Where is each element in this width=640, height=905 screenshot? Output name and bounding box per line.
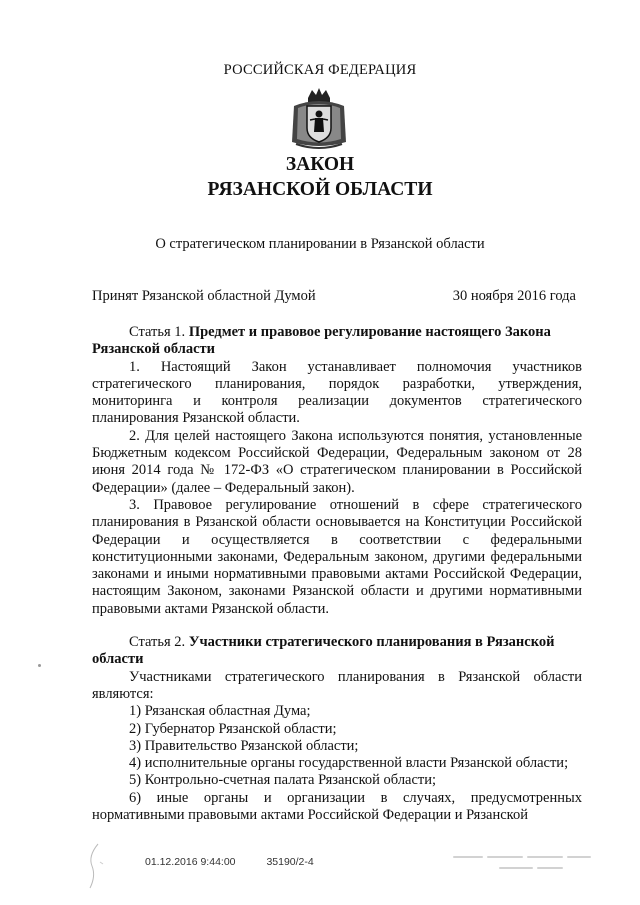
- law-title-line1: ЗАКОН: [285, 154, 355, 175]
- article-2-heading: [92, 634, 582, 669]
- list-item: 1) Рязанская областная Дума;: [129, 703, 311, 720]
- article-1-paragraph: 2. Для целей настоящего Закона используются понятия, установленные Бюджетным кодексом Российской Федерации, Федеральным законом от 28 июня 2014 года № 172-ФЗ «О стратегическом планировании в Российской Федерации» (далее – Федеральный закон).: [92, 427, 582, 496]
- footer-stamp: [145, 856, 342, 868]
- footer-timestamp: 01.12.2016 9:44:00: [145, 856, 236, 868]
- article-2-intro: Участниками стратегического планирования в Рязанской области являются:: [92, 668, 582, 702]
- article-1-heading: [92, 324, 582, 359]
- country-heading: РОССИЙСКАЯ ФЕДЕРАЦИЯ: [223, 62, 417, 78]
- adopted-by: Принят Рязанской областной Думой: [92, 288, 316, 304]
- scan-speck: [38, 664, 41, 667]
- list-item: 4) исполнительные органы государственной власти Рязанской области;: [129, 755, 569, 772]
- article-1-paragraph: 3. Правовое регулирование отношений в сфере стратегического планирования в Рязанской области основывается на Конституции Российской Федерации и осуществляется в соответствии с федеральными конституционными законами, Федеральным законом, другими федеральными законами и иными нормативными правовыми актами Российской Федерации, настоящим Законом, законами Рязанской области и другими нормативными правовыми актами Рязанской области.: [92, 496, 582, 617]
- list-item: 2) Губернатор Рязанской области;: [129, 720, 337, 737]
- margin-scribble-icon: [84, 842, 106, 890]
- article-number: Статья 1.: [129, 324, 186, 340]
- coat-of-arms-icon: [286, 84, 352, 152]
- article-1-paragraph: 1. Настоящий Закон устанавливает полномочия участников стратегического планирования, порядок разработки, утверждения, мониторинга и контроля реализации документов стратегического планирования Рязанской области.: [92, 358, 582, 427]
- list-item: 3) Правительство Рязанской области;: [129, 737, 359, 754]
- law-title: [0, 152, 640, 202]
- article-number: Статья 2.: [129, 634, 186, 651]
- list-item: 5) Контрольно-счетная палата Рязанской области;: [129, 772, 437, 789]
- law-body: [92, 324, 582, 824]
- article-title: Участники стратегического планирования в Рязанской области: [92, 634, 555, 668]
- law-subject: О стратегическом планировании в Рязанской области: [155, 236, 485, 252]
- footer-doc-code: 35190/2-4: [266, 856, 314, 868]
- adopted-date: 30 ноября 2016 года: [452, 288, 576, 304]
- article-title: Предмет и правовое регулирование настоящего Закона Рязанской области: [92, 324, 551, 358]
- list-item: 6) иные органы и организации в случаях, предусмотренных нормативными правовыми актами Российской Федерации и Рязанской: [92, 789, 582, 824]
- law-title-line2: РЯЗАНСКОЙ ОБЛАСТИ: [207, 179, 433, 200]
- faint-scan-text-icon: [452, 852, 592, 874]
